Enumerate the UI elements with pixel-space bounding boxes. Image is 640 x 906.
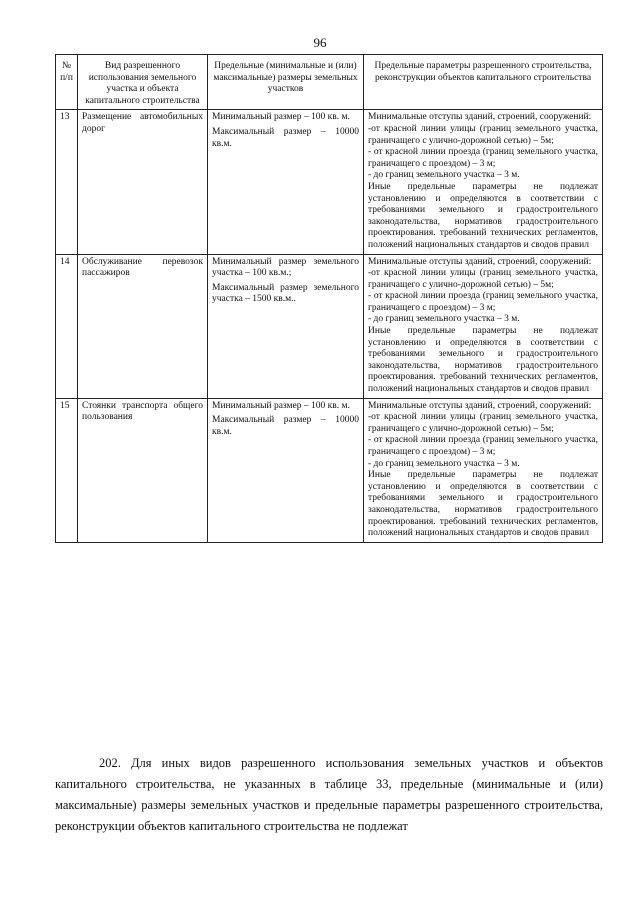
row-number: 14: [56, 254, 78, 398]
row-use-type: Обслуживание перевозок пассажиров: [78, 254, 208, 398]
params-line: -от красной линии улицы (границ земельного участка, граничащего с улично-дорожной сетью) – 5м;: [368, 268, 598, 290]
params-line: - от красной линии проезда (границ земельного участка, граничащего с проездом) – 3 м;: [368, 291, 598, 313]
min-size-text: Минимальный размер – 100 кв. м.: [212, 400, 350, 411]
params-line: Иные предельные параметры не подлежат установлению и определяются в соответствии с требованиями земельного и градостроительного законодательства, нормативов градостроительного проектирования. требований технических регламентов, положений национальных стандартов и сводов правил: [368, 326, 598, 395]
header-use-type: Вид разрешенного использования земельного участка и объекта капитального строительства: [78, 55, 208, 110]
params-line: Иные предельные параметры не подлежат установлению и определяются в соответствии с требованиями земельного и градостроительного законодательства, нормативов градостроительного проектирования. требований технических регламентов, положений национальных стандартов и сводов правил: [368, 470, 598, 539]
params-line: - от красной линии проезда (границ земельного участка, граничащего с проездом) – 3 м;: [368, 435, 598, 457]
table-header-row: [56, 55, 603, 110]
params-line: - до границ земельного участка – 3 м.: [368, 170, 520, 181]
land-use-parameters-table: [55, 54, 603, 543]
params-line: - до границ земельного участка – 3 м.: [368, 458, 520, 469]
params-line: - от красной линии проезда (границ земельного участка, граничащего с проездом) – 3 м;: [368, 147, 598, 169]
row-number: 13: [56, 110, 78, 254]
max-size-text: Максимальный размер – 10000 кв.м.: [212, 126, 359, 149]
params-line: Минимальные отступы зданий, строений, сооружений:: [368, 112, 592, 123]
header-number: № п/п: [56, 55, 78, 110]
row-construction-params: [364, 398, 603, 542]
max-size-text: Максимальный размер – 10000 кв.м.: [212, 415, 359, 437]
params-line: Иные предельные параметры не подлежат установлению и определяются в соответствии с требованиями земельного и градостроительного законодательства, нормативов градостроительного проектирования. требований технических регламентов, положений национальных стандартов и сводов правил: [368, 181, 598, 250]
max-size-text: Максимальный размер земельного участка – 1500 кв.м..: [212, 282, 359, 305]
table-row: [56, 398, 603, 542]
row-number: 15: [56, 398, 78, 542]
min-size-text: Минимальный размер – 100 кв. м.: [212, 112, 350, 123]
table-row: [56, 110, 603, 254]
paragraph-text: 202. Для иных видов разрешенного использования земельных участков и объектов капитального строительства, не указанных в таблице 33, предельные (минимальные и (или) максимальные) размеры земельных участков и предельные параметры разрешенного строительства, реконструкции объектов капитального строительства не подлежат: [55, 756, 603, 833]
row-plot-size: [208, 398, 364, 542]
params-line: -от красной линии улицы (границ земельного участка, граничащего с улично-дорожной сетью) – 5м;: [368, 123, 598, 146]
table-row: [56, 254, 603, 398]
row-plot-size: [208, 110, 364, 254]
params-line: -от красной линии улицы (границ земельного участка, граничащего с улично-дорожной сетью) – 5м;: [368, 412, 598, 434]
params-line: Минимальные отступы зданий, строений, сооружений:: [368, 400, 592, 411]
row-construction-params: [364, 254, 603, 398]
row-use-type: Стоянки транспорта общего пользования: [78, 398, 208, 542]
min-size-text: Минимальный размер земельного участка – 100 кв.м.;: [212, 256, 359, 279]
row-construction-params: [364, 110, 603, 254]
params-line: - до границ земельного участка – 3 м.: [368, 314, 520, 325]
body-paragraph-202: [55, 753, 603, 837]
row-use-type: Размещение автомобильных дорог: [78, 110, 208, 254]
header-plot-size: Предельные (минимальные и (или) максимальные) размеры земельных участков: [208, 55, 364, 110]
params-line: Минимальные отступы зданий, строений, сооружений:: [368, 256, 592, 267]
row-plot-size: [208, 254, 364, 398]
header-construction-params: Предельные параметры разрешенного строительства, реконструкции объектов капитального строительства: [364, 55, 603, 110]
page-number: 96: [313, 35, 327, 50]
